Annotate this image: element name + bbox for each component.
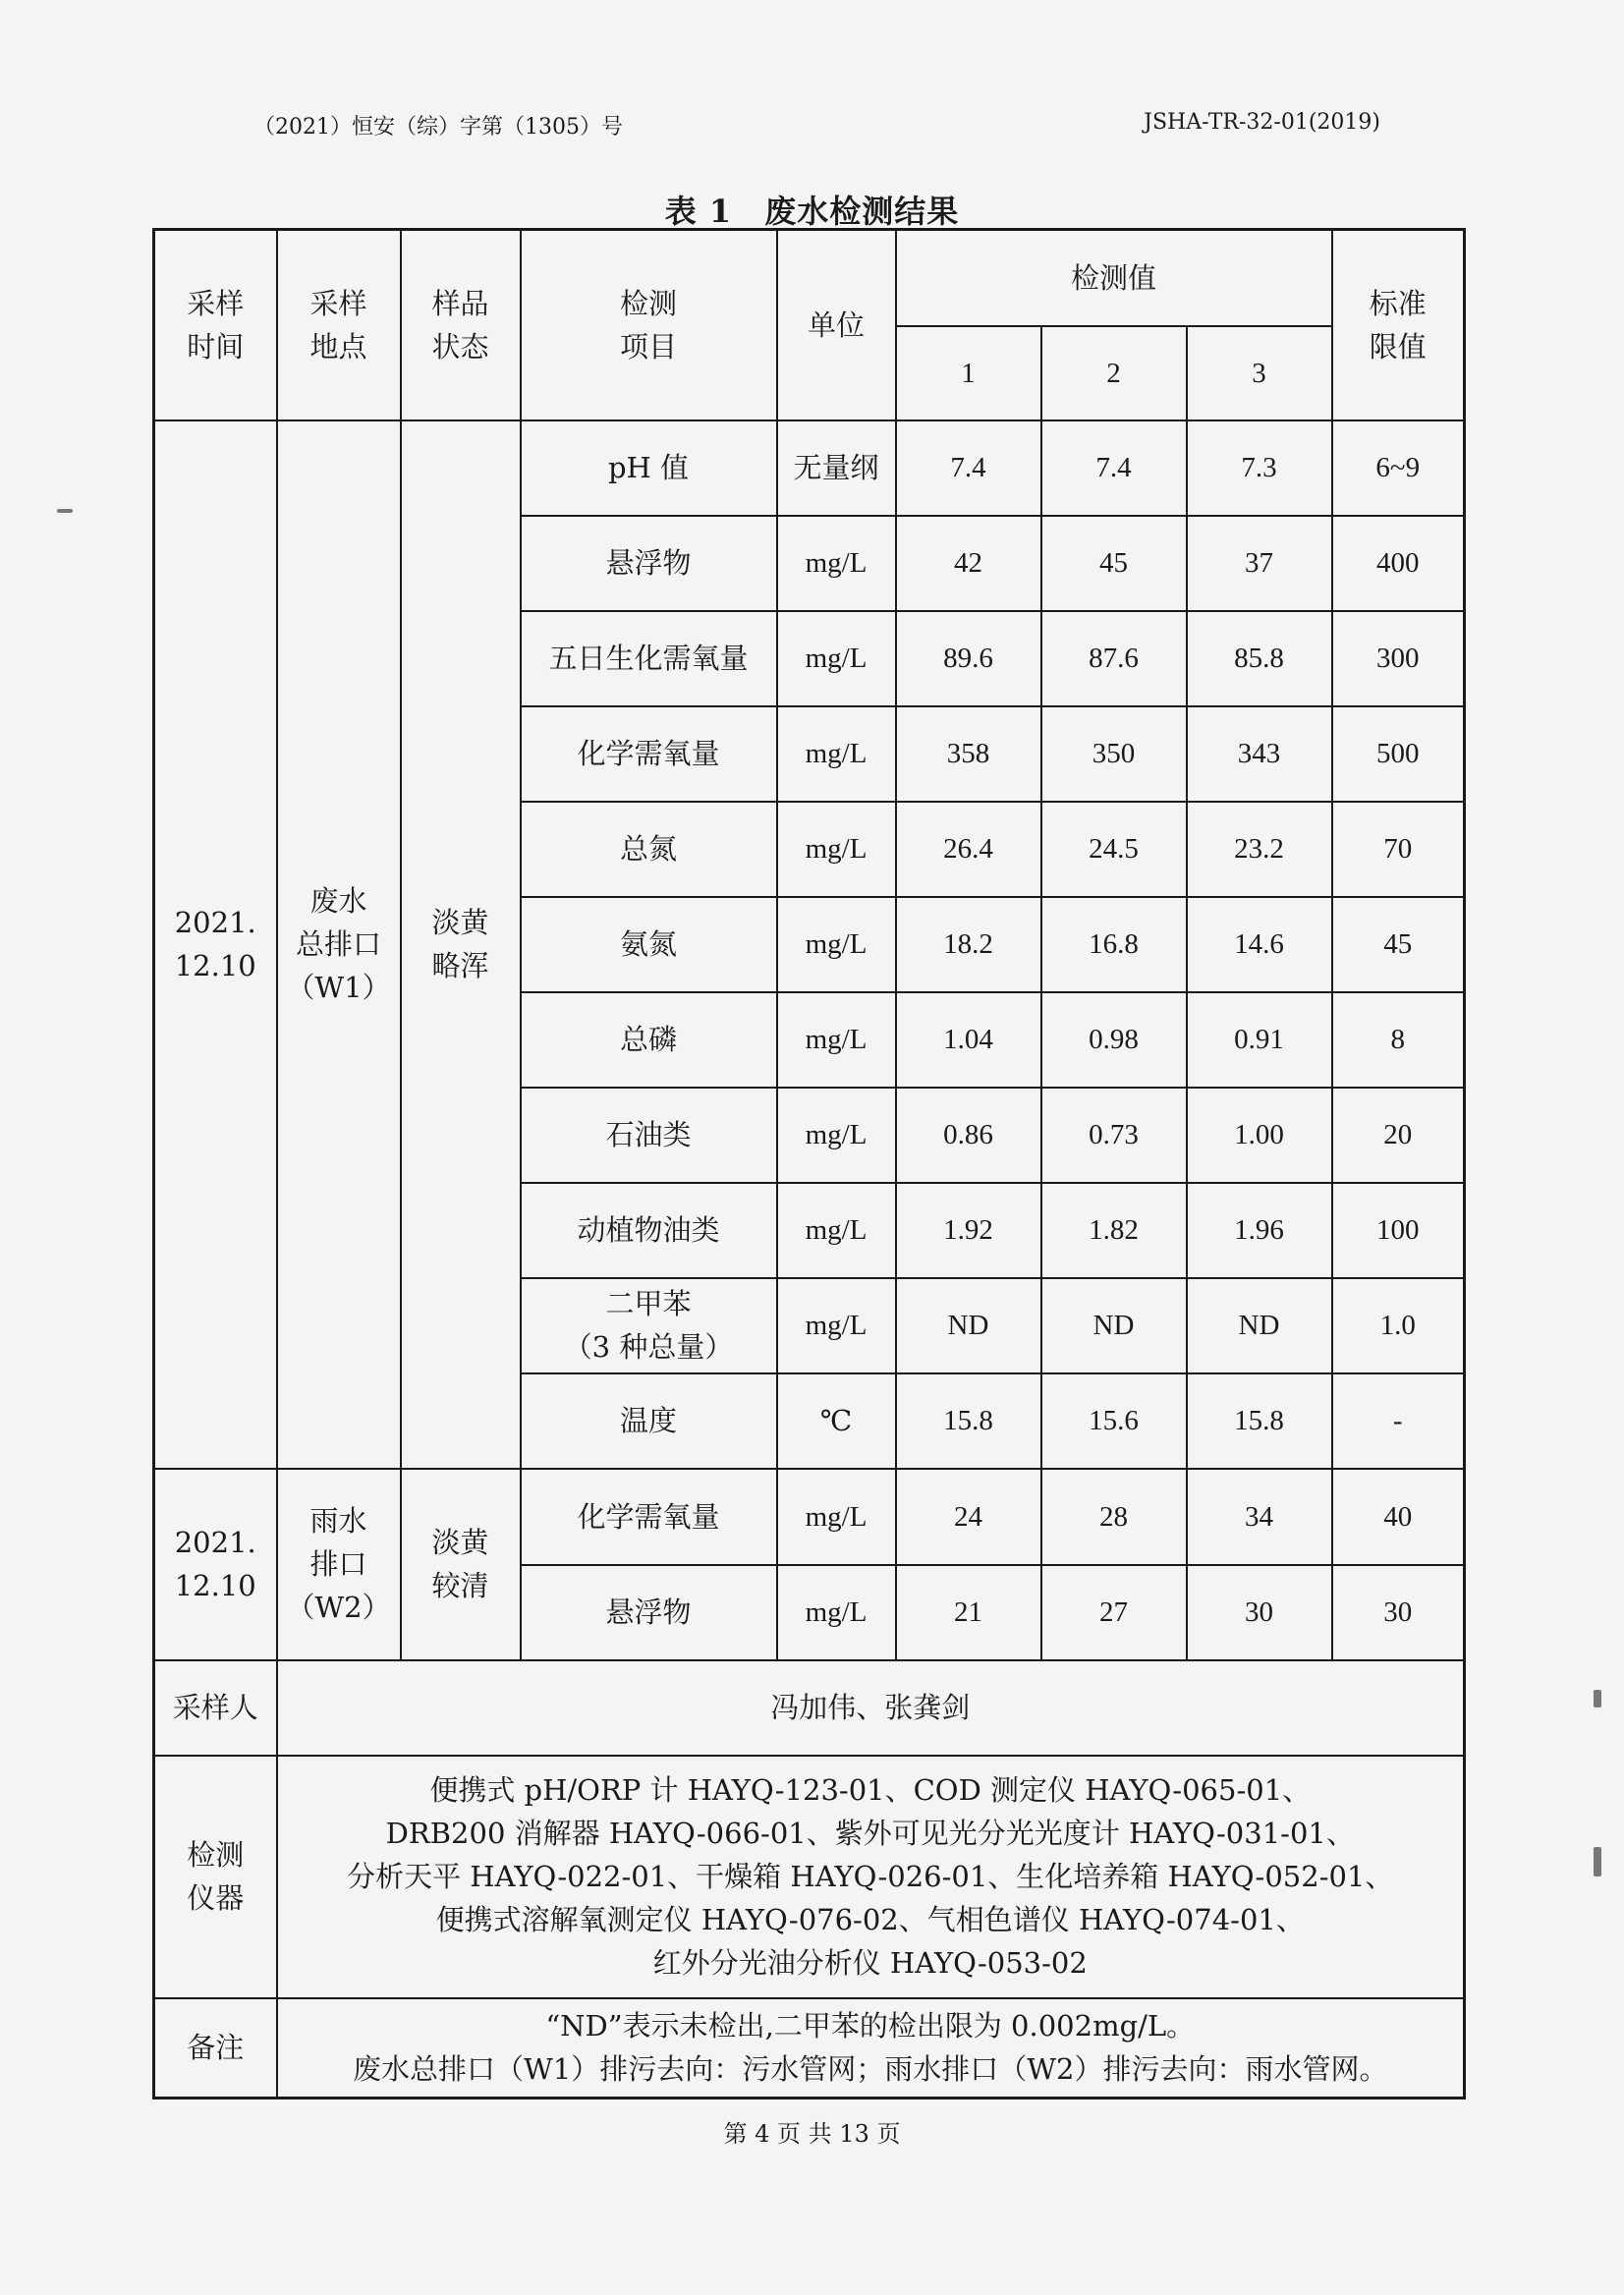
value-cell: 15.8 [1187,1373,1332,1469]
group2-sampling-time: 2021. 12.10 [154,1469,277,1660]
value-cell: 0.91 [1187,992,1332,1088]
value-cell: 0.98 [1041,992,1187,1088]
value-cell: 1.92 [896,1183,1041,1278]
page-number: 第 4 页 共 13 页 [723,2120,901,2148]
value-cell: 34 [1187,1469,1332,1565]
test-item: 悬浮物 [521,1565,777,1660]
group1-sample-state: 淡黄 略浑 [401,420,521,1469]
header-test-item: 检测 项目 [521,230,777,420]
results-table [152,228,1466,2099]
scan-mark [1594,1690,1601,1707]
test-item: 总磷 [521,992,777,1088]
test-item: pH 值 [521,420,777,516]
test-item: 悬浮物 [521,516,777,611]
value-cell: 24 [896,1469,1041,1565]
header-unit: 单位 [777,230,896,420]
value-cell: 14.6 [1187,897,1332,992]
table-title: 表 1 废水检测结果 [664,193,960,230]
unit-cell: mg/L [777,611,896,706]
header-sampling-location: 采样 地点 [277,230,401,420]
unit-cell: mg/L [777,706,896,802]
sampler-label: 采样人 [154,1660,277,1756]
group1-sampling-location: 废水 总排口 （W1） [277,420,401,1469]
test-item: 五日生化需氧量 [521,611,777,706]
limit-cell: 20 [1332,1088,1465,1183]
value-cell: 7.4 [896,420,1041,516]
value-cell: 7.3 [1187,420,1332,516]
instruments-label: 检测 仪器 [154,1756,277,1998]
form-code: JSHA-TR-32-01(2019) [1144,110,1380,135]
value-cell: 26.4 [896,802,1041,897]
test-item: 氨氮 [521,897,777,992]
limit-cell: 1.0 [1332,1278,1465,1373]
unit-cell: mg/L [777,897,896,992]
limit-cell: 70 [1332,802,1465,897]
limit-cell: 8 [1332,992,1465,1088]
value-cell: 358 [896,706,1041,802]
value-cell: 42 [896,516,1041,611]
instruments-value: 便携式 pH/ORP 计 HAYQ-123-01、COD 测定仪 HAYQ-065-01、 DRB200 消解器 HAYQ-066-01、紫外可见光分光光度计 HAYQ-031-01、 分析天平 HAYQ-022-01、干燥箱 HAYQ-026-01、生化培养箱 HAYQ-052-01、 便携式溶解氧测定仪 HAYQ-076-02、气相色谱仪 HAYQ-074-01、 红外分光油分析仪 HAYQ-053-02 [277,1756,1465,1998]
test-item: 石油类 [521,1088,777,1183]
value-cell: ND [1187,1278,1332,1373]
value-cell: 1.96 [1187,1183,1332,1278]
report-number: （2021）恒安（综）字第（1305）号 [253,115,623,140]
unit-cell: mg/L [777,1278,896,1373]
value-cell: 87.6 [1041,611,1187,706]
unit-cell: mg/L [777,992,896,1088]
value-cell: 89.6 [896,611,1041,706]
scan-mark [1594,1847,1601,1876]
limit-cell: 40 [1332,1469,1465,1565]
value-cell: 350 [1041,706,1187,802]
unit-cell: mg/L [777,1183,896,1278]
limit-cell: 45 [1332,897,1465,992]
value-cell: 27 [1041,1565,1187,1660]
limit-cell: 100 [1332,1183,1465,1278]
unit-cell: mg/L [777,1469,896,1565]
limit-cell: 500 [1332,706,1465,802]
value-cell: 15.6 [1041,1373,1187,1469]
group2-sampling-location: 雨水 排口 （W2） [277,1469,401,1660]
header-standard-limit: 标准 限值 [1332,230,1465,420]
value-cell: 16.8 [1041,897,1187,992]
header-sample-state: 样品 状态 [401,230,521,420]
unit-cell: mg/L [777,1565,896,1660]
test-item: 化学需氧量 [521,1469,777,1565]
value-cell: 23.2 [1187,802,1332,897]
value-cell: 28 [1041,1469,1187,1565]
test-item: 温度 [521,1373,777,1469]
limit-cell: 30 [1332,1565,1465,1660]
test-item: 二甲苯 （3 种总量） [521,1278,777,1373]
value-cell: 18.2 [896,897,1041,992]
limit-cell: 300 [1332,611,1465,706]
unit-cell: mg/L [777,516,896,611]
notes-label: 备注 [154,1998,277,2099]
value-cell: 0.73 [1041,1088,1187,1183]
value-cell: 0.86 [896,1088,1041,1183]
limit-cell: - [1332,1373,1465,1469]
value-cell: 45 [1041,516,1187,611]
unit-cell: 无量纲 [777,420,896,516]
notes-value: “ND”表示未检出,二甲苯的检出限为 0.002mg/L。 废水总排口（W1）排污去向：污水管网；雨水排口（W2）排污去向：雨水管网。 [277,1998,1465,2099]
unit-cell: mg/L [777,1088,896,1183]
value-cell: 7.4 [1041,420,1187,516]
value-cell: 37 [1187,516,1332,611]
scan-mark [57,509,73,513]
unit-cell: mg/L [777,802,896,897]
value-cell: 21 [896,1565,1041,1660]
value-cell: 1.00 [1187,1088,1332,1183]
value-cell: 1.82 [1041,1183,1187,1278]
limit-cell: 400 [1332,516,1465,611]
group2-sample-state: 淡黄 较清 [401,1469,521,1660]
value-cell: 1.04 [896,992,1041,1088]
value-cell: 24.5 [1041,802,1187,897]
test-item: 化学需氧量 [521,706,777,802]
group1-sampling-time: 2021. 12.10 [154,420,277,1469]
unit-cell: ℃ [777,1373,896,1469]
value-cell: ND [1041,1278,1187,1373]
value-cell: 85.8 [1187,611,1332,706]
header-value-2: 2 [1041,326,1187,420]
test-item: 动植物油类 [521,1183,777,1278]
limit-cell: 6~9 [1332,420,1465,516]
value-cell: 30 [1187,1565,1332,1660]
sampler-value: 冯加伟、张龚剑 [277,1660,1465,1756]
value-cell: 15.8 [896,1373,1041,1469]
value-cell: ND [896,1278,1041,1373]
header-value-3: 3 [1187,326,1332,420]
header-value-1: 1 [896,326,1041,420]
header-test-values: 检测值 [896,230,1332,326]
value-cell: 343 [1187,706,1332,802]
header-sampling-time: 采样 时间 [154,230,277,420]
test-item: 总氮 [521,802,777,897]
